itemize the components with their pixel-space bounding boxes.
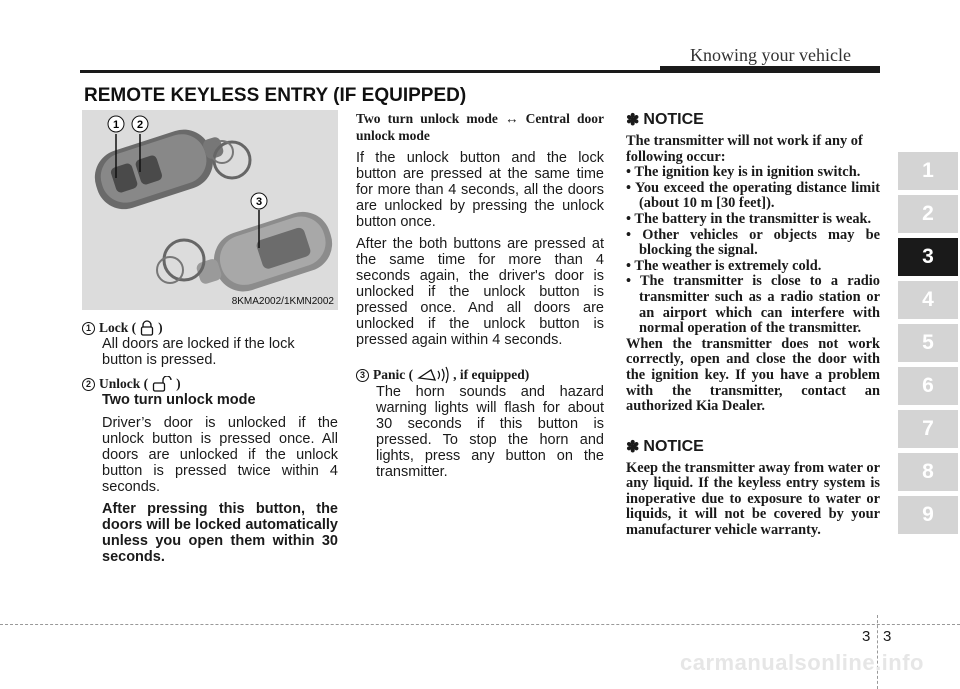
panic-number: 3 [356,369,369,382]
toggle-para-2: After the both buttons are pressed at the same time for more than 4 seconds again, the driver's door is unlocked if the unlock button is pressed once. And all doors are unlocked if the unlock button is pressed again within 4 seconds. [356,236,604,348]
notice-1-bullet: • The ignition key is in ignition switch. [626,164,861,181]
callout-2: 2 [136,119,144,131]
lock-text: All doors are locked if the lock button is pressed. [102,336,295,368]
panic-label-post: , if equipped) [453,367,530,382]
key-fob-illustration [82,110,338,310]
lock-label-pre: Lock ( [99,320,137,335]
lock-number: 1 [82,322,95,335]
notice-1-outro: When the transmitter does not work correctly, open and close the door with the ignition key. If you have a problem with the transmitter, contact an authorized Kia Dealer. [626,335,880,415]
panic-heading [356,366,604,384]
chapter-tab-4[interactable]: 4 [898,281,958,319]
notice-2-title [626,437,880,457]
chapter-tab-7[interactable]: 7 [898,410,958,448]
chapter-tabs [898,152,958,539]
notice-2-label: NOTICE [643,437,704,455]
notice-1-bullet: • The weather is extremely cold. [626,257,822,274]
key-fob-figure [82,110,338,310]
unlock-label-post: ) [176,376,181,391]
lock-label-post: ) [158,320,163,335]
chapter-tab-3[interactable]: 3 [898,238,958,276]
footer-rule [0,624,960,625]
toggle-mode-title [356,110,604,144]
chapter-tab-5[interactable]: 5 [898,324,958,362]
notice-1-title [626,110,880,130]
header-title: Knowing your vehicle [690,45,851,65]
notice-2-star-icon: ✽ [626,438,640,456]
notice-1-bullet: • The battery in the transmitter is weak. [626,210,872,227]
section-title: REMOTE KEYLESS ENTRY (IF EQUIPPED) [84,85,467,106]
column-right [626,110,880,539]
header-rule-accent [660,66,880,73]
panic-label-pre: Panic ( [373,367,414,382]
notice-1-bullets [626,165,880,337]
page-number: 3 [883,628,892,645]
chapter-tab-8[interactable]: 8 [898,453,958,491]
toggle-title-pre: Two turn unlock mode [356,111,498,126]
two-turn-title: Two turn unlock mode [102,392,256,408]
toggle-arrow: ↔ [505,111,519,126]
two-turn-text: Driver’s door is unlocked if the unlock button is pressed once. All doors are unlocked if the unlock button is pressed twice within 4 seconds. [102,415,338,495]
notice-1-bullet: • You exceed the operating distance limit (about 10 m [30 feet]). [626,179,880,212]
auto-lock-text: After pressing this button, the doors will be locked automatically unless you open them within 30 seconds. [102,501,338,565]
lock-icon [140,320,154,336]
unlock-number: 2 [82,378,95,391]
callout-3: 3 [255,196,263,208]
callout-1: 1 [112,119,120,131]
notice-1-star-icon: ✽ [626,112,640,129]
column-left [82,110,338,565]
notice-1-bullet: • The transmitter is close to a radio transmitter such as a radio station or an airport which can interfere with normal operation of the transmitter. [626,273,880,337]
page-section: 3 [862,628,871,645]
unlock-heading [82,376,338,392]
watermark: carmanualsonline.info [680,650,924,675]
horn-icon [417,366,449,384]
notice-2-text: Keep the transmitter away from water or any liquid. If the keyless entry system is inoperative due to exposure to water or liquids, it will not be covered by your manufacturer vehicle warranty. [626,459,880,539]
toggle-title-post: Central door unlock mode [356,111,604,143]
toggle-para-1: If the unlock button and the lock button are pressed at the same time for more than 4 seconds, all the doors are unlocked by pressing the unlock button once. [356,150,604,230]
figure-code: 8KMA2002/1KMN2002 [231,296,334,307]
notice-1-label: NOTICE [643,111,704,128]
unlock-icon [152,376,172,392]
lock-heading [82,320,338,336]
panic-text: The horn sounds and hazard warning lights will flash for about 30 seconds if this button is pressed. To stop the horn and lights, press any button on the transmitter. [376,384,604,480]
notice-1-bullet: • Other vehicles or objects may be blocking the signal. [626,226,880,259]
unlock-label-pre: Unlock ( [99,376,149,391]
chapter-tab-6[interactable]: 6 [898,367,958,405]
notice-1-intro: The transmitter will not work if any of following occur: [626,133,863,165]
chapter-tab-2[interactable]: 2 [898,195,958,233]
chapter-tab-1[interactable]: 1 [898,152,958,190]
chapter-tab-9[interactable]: 9 [898,496,958,534]
column-middle [356,110,604,480]
